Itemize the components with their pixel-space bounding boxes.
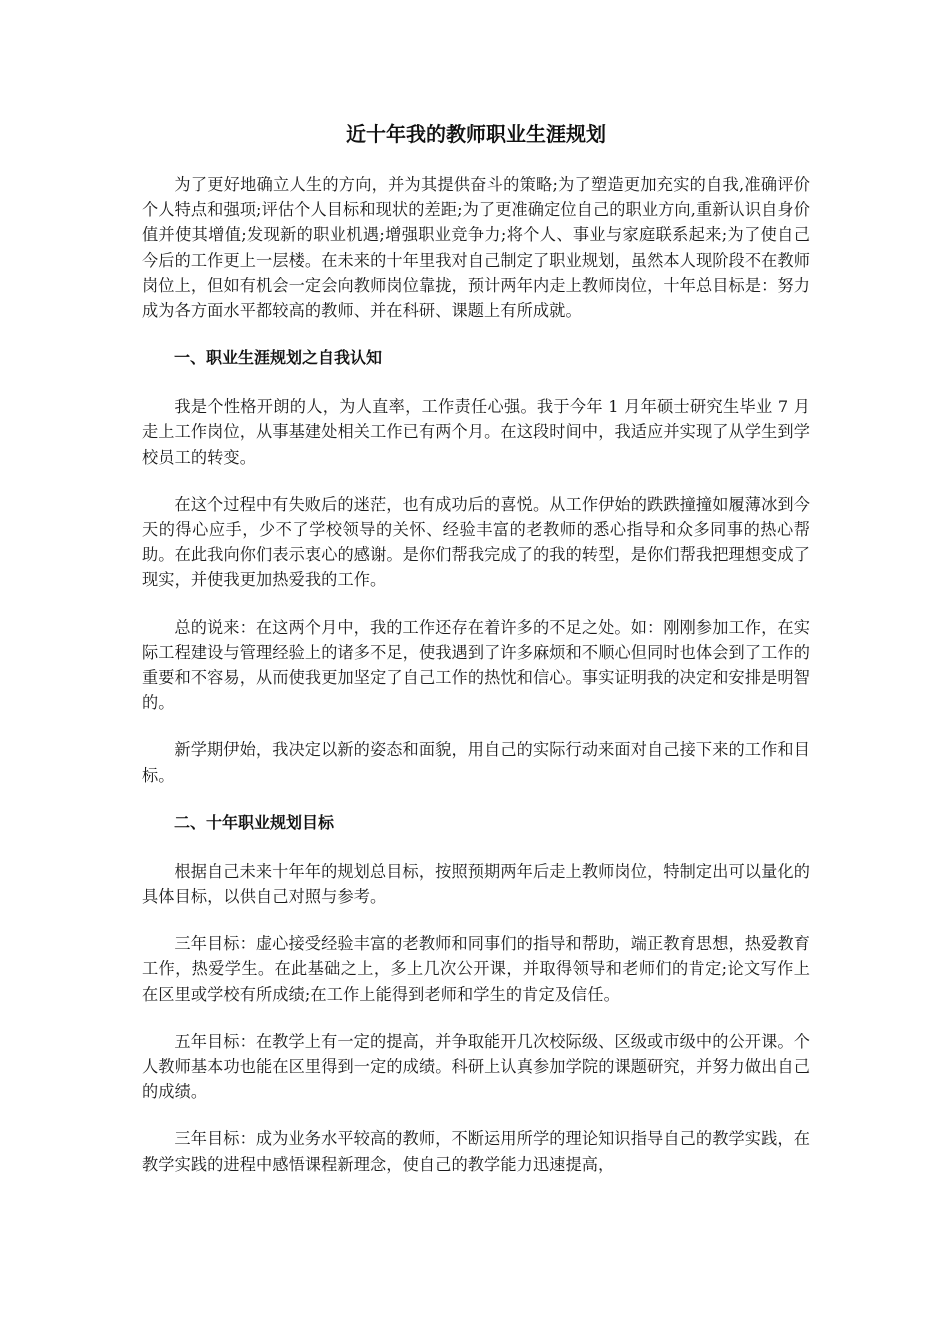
paragraph-three-year-goal: 三年目标：虚心接受经验丰富的老教师和同事们的指导和帮助，端正教育思想，热爱教育工作，热爱学生。在此基础之上，多上几次公开课，并取得领导和老师们的肯定;论文写作上在区里或学校有所成绩;在工作上能得到老师和学生的肯定及信任。 [142, 934, 810, 1004]
document-title: 近十年我的教师职业生涯规划 [346, 122, 606, 146]
paragraph-new-semester: 新学期伊始，我决定以新的姿态和面貌，用自己的实际行动来面对自己接下来的工作和目标。 [142, 740, 810, 785]
paragraph-personality: 我是个性格开朗的人，为人直率，工作责任心强。我于今年 1 月年硕士研究生毕业 7 月走上工作岗位，从事基建处相关工作已有两个月。在这段时间中，我适应并实现了从学生到学校员工的转变。 [142, 397, 810, 467]
paragraph-five-year-goal: 五年目标：在教学上有一定的提高，并争取能开几次校际级、区级或市级中的公开课。个人教师基本功也能在区里得到一定的成绩。科研上认真参加学院的课题研究，并努力做出自己的成绩。 [142, 1031, 810, 1102]
paragraph-gratitude: 在这个过程中有失败后的迷茫，也有成功后的喜悦。从工作伊始的跌跌撞撞如履薄冰到今天的得心应手，少不了学校领导的关怀、经验丰富的老教师的悉心指导和众多同事的热心帮助。在此我向你们表示衷心的感谢。是你们帮我完成了的我的转型，是你们帮我把理想变成了现实，并使我更加热爱我的工作。 [142, 494, 810, 590]
paragraph-goal-intro: 根据自己未来十年年的规划总目标，按照预期两年后走上教师岗位，特制定出可以量化的具体目标，以供自己对照与参考。 [142, 861, 810, 907]
document-page [142, 118, 810, 1199]
intro-paragraph: 为了更好地确立人生的方向，并为其提供奋斗的策略;为了塑造更加充实的自我,准确评价个人特点和强项;评估个人目标和现状的差距;为了更准确定位自己的职业方向,重新认识自身价值并使其增值;发现新的职业机遇;增强职业竞争力;将个人、事业与家庭联系起来;为了使自己今后的工作更上一层楼。在未来的十年里我对自己制定了职业规划，虽然本人现阶段不在教师岗位上，但如有机会一定会向教师岗位靠拢，预计两年内走上教师岗位，十年总目标是：努力成为各方面水平都较高的教师、并在科研、课题上有所成就。 [142, 175, 810, 321]
paragraph-three-year-goal-second: 三年目标：成为业务水平较高的教师，不断运用所学的理论知识指导自己的教学实践，在教学实践的进程中感悟课程新理念，使自己的教学能力迅速提高， [142, 1129, 810, 1174]
paragraph-summary: 总的说来：在这两个月中，我的工作还存在着许多的不足之处。如：刚刚参加工作，在实际工程建设与管理经验上的诸多不足，使我遇到了许多麻烦和不顺心但同时也体会到了工作的重要和不容易，从而使我更加坚定了自己工作的热忱和信心。事实证明我的决定和安排是明智的。 [142, 617, 810, 713]
section-heading-self-awareness: 一、职业生涯规划之自我认知 [174, 348, 383, 368]
section-heading-ten-year-goals: 二、十年职业规划目标 [174, 812, 335, 832]
